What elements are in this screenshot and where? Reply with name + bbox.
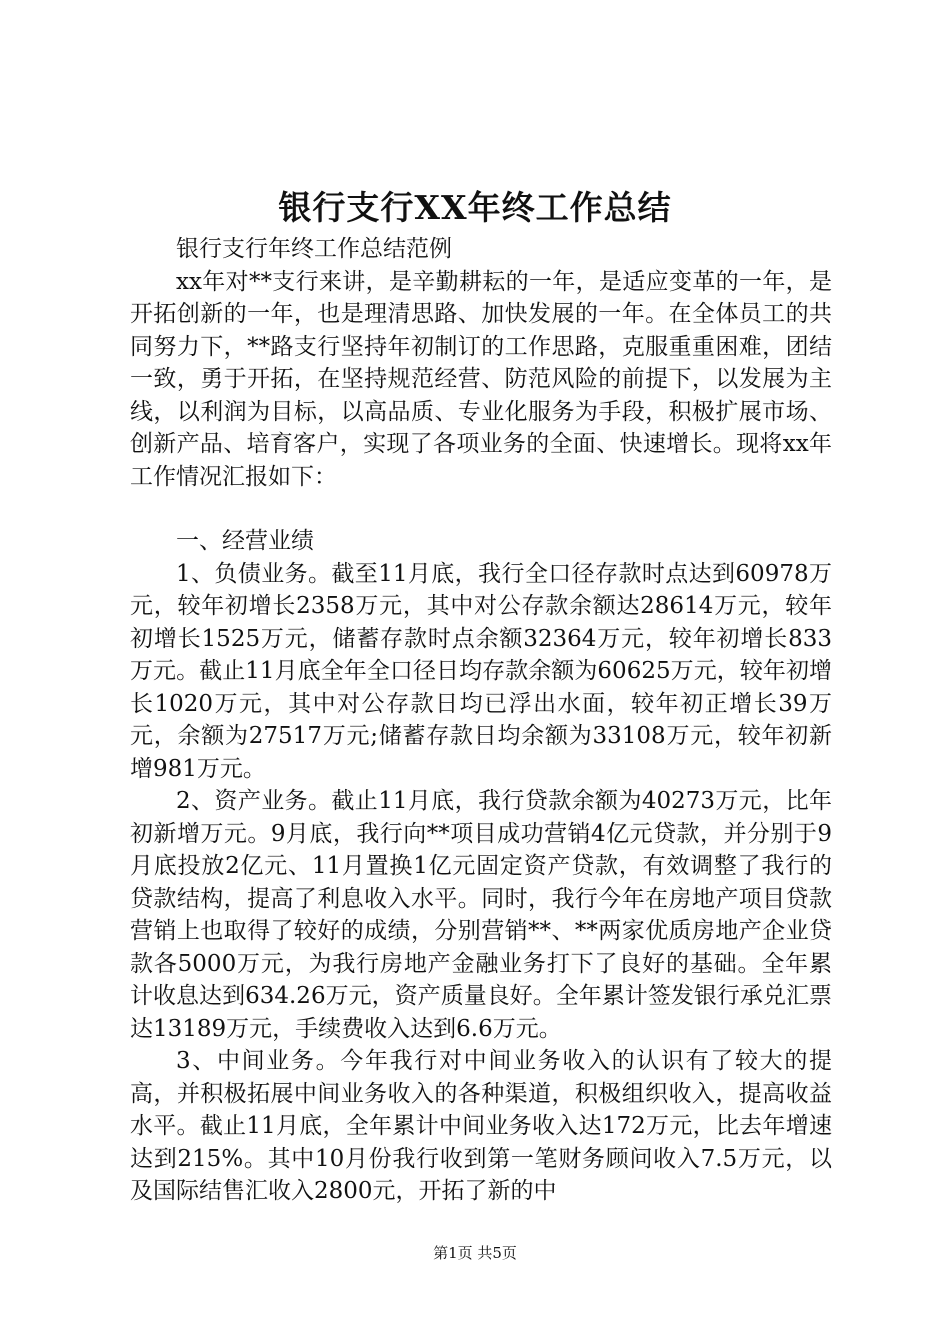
intro-paragraph: xx年对**支行来讲，是辛勤耕耘的一年，是适应变革的一年，是开拓创新的一年，也是理清思路、加快发展的一年。在全体员工的共同努力下，**路支行坚持年初制订的工作思路，克服重重困难，团结一致，勇于开拓，在坚持规范经营、防范风险的前提下，以发展为主线，以利润为目标，以高品质、专业化服务为手段，积极扩展市场、创新产品、培育客户，实现了各项业务的全面、快速增长。现将xx年工作情况汇报如下： (130, 268, 832, 490)
document-body (130, 233, 832, 1208)
liability-business-paragraph: 1、负债业务。截至11月底，我行全口径存款时点达到60978万元，较年初增长2358万元，其中对公存款余额达28614万元，较年初增长1525万元，储蓄存款时点余额32364万元，较年初增长833万元。截止11月底全年全口径日均存款余额为60625万元，较年初增长1020万元，其中对公存款日均已浮出水面，较年初正增长39万元，余额为27517万元;储蓄存款日均余额为33108万元，较年初新增981万元。 (130, 560, 832, 782)
document-title: 银行支行XX年终工作总结 (278, 188, 672, 227)
intermediate-business-paragraph: 3、中间业务。今年我行对中间业务收入的认识有了较大的提高，并积极拓展中间业务收入的各种渠道，积极组织收入，提高收益水平。截止11月底，全年累计中间业务收入达172万元，比去年增速达到215%。其中10月份我行收到第一笔财务顾问收入7.5万元，以及国际结售汇收入2800元，开拓了新的中 (130, 1048, 832, 1204)
page-footer: 第1页 共5页 (433, 1244, 517, 1262)
section-heading: 一、经营业绩 (176, 528, 314, 554)
asset-business-paragraph: 2、资产业务。截止11月底，我行贷款余额为40273万元，比年初新增万元。9月底，我行向**项目成功营销4亿元贷款，并分别于9月底投放2亿元、11月置换1亿元固定资产贷款，有效调整了我行的贷款结构，提高了利息收入水平。同时，我行今年在房地产项目贷款营销上也取得了较好的成绩，分别营销**、**两家优质房地产企业贷款各5000万元，为我行房地产金融业务打下了良好的基础。全年累计收息达到634.26万元，资产质量良好。全年累计签发银行承兑汇票达13189万元，手续费收入达到6.6万元。 (130, 788, 832, 1042)
subtitle-paragraph: 银行支行年终工作总结范例 (176, 236, 452, 262)
